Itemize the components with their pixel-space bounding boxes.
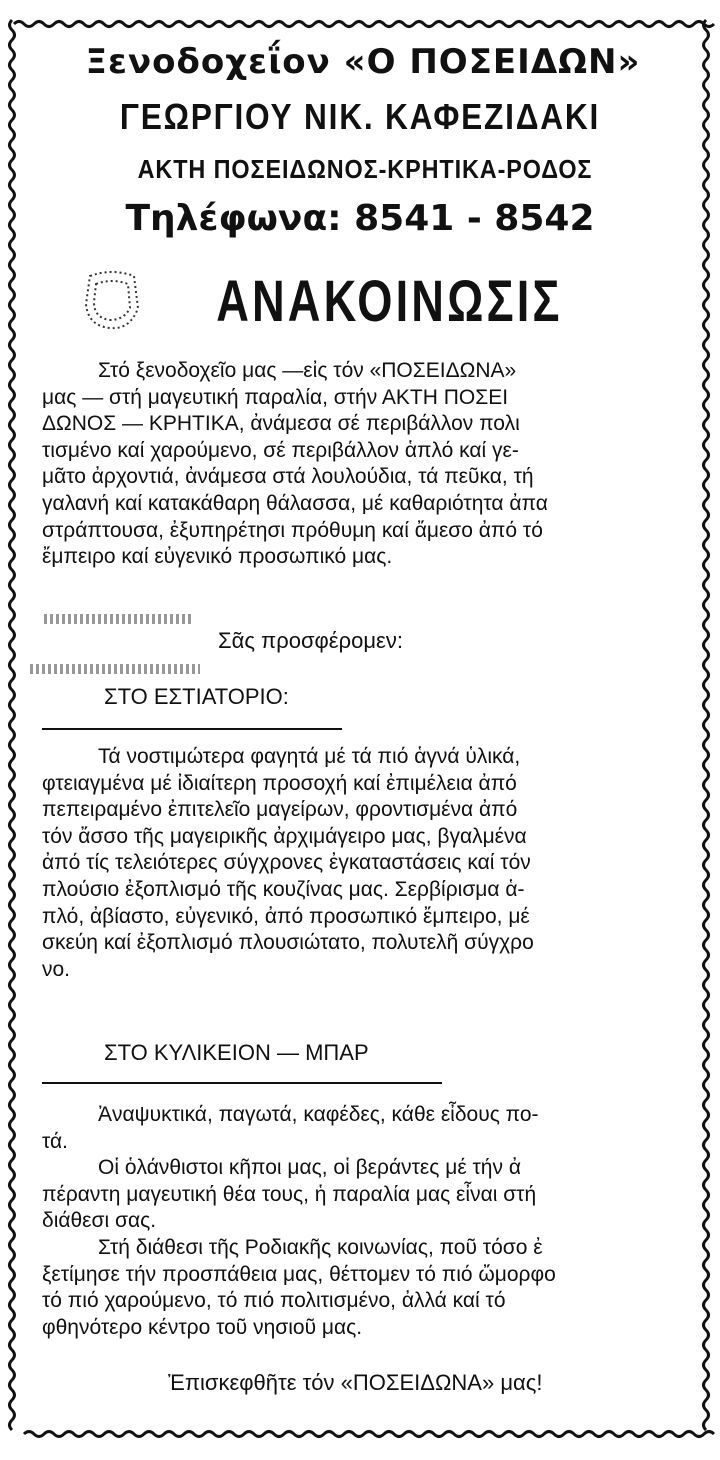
text-line: τό πιό χαρούμενο, τό πιό πολιτισμένο, ἀλλά καί τό xyxy=(42,1289,506,1313)
text-line: ἀπό τίς τελειότερες σύγχρονες ἐγκαταστάσεις καί τόν xyxy=(42,851,531,875)
bar-paragraph xyxy=(42,1102,682,1341)
heading-rule xyxy=(42,728,342,730)
text-line: στράπτουσα, ἐξυπηρέτησι πρόθυμη καί ἄμεσο ἀπό τό xyxy=(42,518,543,542)
text-line: τισμένο καί χαρούμενο, σέ περιβάλλον ἁπλό καί γε- xyxy=(42,438,519,462)
hotel-name: Ξενοδοχεΐον «Ο ΠΟΣΕΙΔΩΝ» xyxy=(85,42,641,82)
owner-name: ΓΕΩΡΓΙΟΥ ΝΙΚ. ΚΑΦΕΖΙΔΑΚΙ xyxy=(119,96,601,137)
text-line: Οἱ ὁλάνθιστοι κῆποι μας, οἱ βεράντες μέ τήν ἀ xyxy=(98,1156,521,1180)
text-line: φτειαγμένα μέ ἰδιαίτερη προσοχή καί ἐπιμέλεια ἀπό xyxy=(42,771,517,795)
text-line: ΔΩΝΟΣ — ΚΡΗΤΙΚΑ, ἀνάμεσα σέ περιβάλλον πολι xyxy=(42,412,520,436)
text-line: γαλανή καί κατακάθαρη θάλασσα, μέ καθαριότητα ἀπα xyxy=(42,491,548,515)
text-line: πλούσιο ἐξοπλισμό τῆς κουζίνας μας. Σερβίρισμα ἁ- xyxy=(42,877,525,901)
bar-heading: ΣΤΟ ΚΥΛΙΚΕΙΟΝ — ΜΠΑΡ xyxy=(104,1040,369,1065)
intro-paragraph xyxy=(42,358,682,571)
offer-line: Σᾶς προσφέρομεν: xyxy=(218,628,403,653)
text-line: ξετίμησε τήν προσπάθεια μας, θέττομεν τό πιό ὤμορφο xyxy=(42,1262,556,1286)
address: ΑΚΤΗ ΠΟΣΕΙΔΩΝΟΣ-ΚΡΗΤΙΚΑ-ΡΟΔΟΣ xyxy=(137,154,593,184)
text-line: Ἀναψυκτικά, παγωτά, καφέδες, κάθε εἶδους πο- xyxy=(98,1103,539,1126)
smudge-stamp-icon xyxy=(80,268,144,334)
ink-smudge xyxy=(30,664,200,674)
text-line: φθηνότερο κέντρο τοῦ νησιοῦ μας. xyxy=(42,1315,363,1339)
text-line: πεπειραμένο ἐπιτελεῖο μαγείρων, φροντισμένα ἀπό xyxy=(42,798,518,822)
text-line: Στή διάθεσι τῆς Ροδιακῆς κοινωνίας, ποῦ τόσο ἐ xyxy=(98,1235,543,1259)
text-line: μας — στή μαγευτική παραλία, στήν ΑΚΤΗ ΠΟΣΕΙ xyxy=(42,385,509,409)
text-line: νο. xyxy=(42,957,71,981)
text-line: τά. xyxy=(42,1129,68,1153)
restaurant-paragraph xyxy=(42,744,682,983)
text-line: μᾶτο ἀρχοντιά, ἀνάμεσα στά λουλούδια, τά πεῦκα, τή xyxy=(42,465,534,489)
text-line: τόν ἄσσο τῆς μαγειρικῆς ἀρχιμάγειρο μας, βγαλμένα xyxy=(42,824,527,848)
heading-rule xyxy=(42,1082,442,1084)
text-line: διάθεσι σας. xyxy=(42,1209,157,1233)
text-line: Στό ξενοδοχεῖο μας —εἰς τόν «ΠΟΣΕΙΔΩΝΑ» xyxy=(98,359,517,382)
text-line: πέραντη μαγευτική θέα τους, ἡ παραλία μας εἶναι στή xyxy=(42,1182,537,1206)
text-line: πλό, ἀβίαστο, εὐγενικό, ἀπό προσωπικό ἔμπειρο, μέ xyxy=(42,904,530,928)
announcement-title: ΑΝΑΚΟΙΝΩΣΙΣ xyxy=(216,269,563,334)
ink-smudge xyxy=(44,614,194,624)
closing-line: Ἐπισκεφθῆτε τόν «ΠΟΣΕΙΔΩΝΑ» μας! xyxy=(168,1370,543,1395)
restaurant-heading: ΣΤΟ ΕΣΤΙΑΤΟΡΙΟ: xyxy=(104,684,289,709)
text-line: σκεύη καί ἐξοπλισμό πλουσιώτατο, πολυτελῆ σύγχρο xyxy=(42,931,534,955)
phone-numbers: Τηλέφωνα: 8541 - 8542 xyxy=(125,198,595,239)
text-line: Τά νοστιμώτερα φαγητά μέ τά πιό ἁγνά ὑλικά, xyxy=(98,745,521,768)
text-line: ἔμπειρο καί εὐγενικό προσωπικό μας. xyxy=(42,545,393,569)
